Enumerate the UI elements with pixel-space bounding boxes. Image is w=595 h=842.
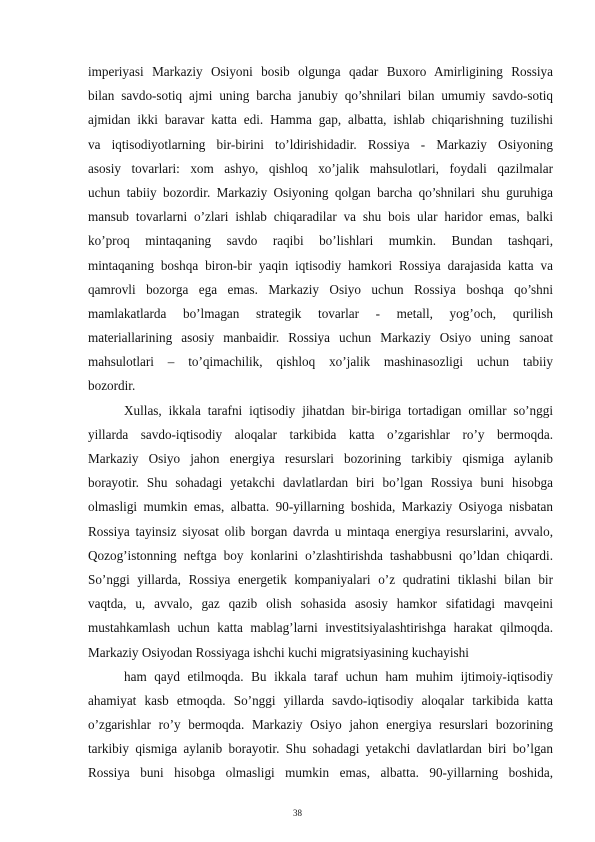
text-line: Xullas, ikkala tarafni iqtisodiy jihatdan bir-biriga tortadigan omillar so’nggi bbox=[124, 402, 553, 418]
text-line: mahsulotlari – to’qimachilik, qishloq xo’jalik mashinasozligi uchun tabiiy bbox=[88, 354, 553, 370]
text-line: So’nggi yillarda, Rossiya energetik kompaniyalari o’z qudratini tiklashi bilan bir bbox=[88, 571, 553, 587]
text-line: yillarda savdo-iqtisodiy aloqalar tarkibida katta o’zgarishlar ro’y bermoqda. bbox=[88, 426, 553, 442]
text-line: Markaziy Osiyo jahon energiya resurslari bozorining tarkibiy qismiga aylanib bbox=[88, 451, 553, 466]
text-line: mustahkamlash uchun katta mablag’larni investitsiyalashtirishga harakat qilmoqda. bbox=[88, 620, 553, 636]
text-line: qamrovli bozorga ega emas. Markaziy Osiyo uchun Rossiya boshqa qo’shni bbox=[88, 281, 553, 297]
text-line: imperiyasi Markaziy Osiyoni bosib olgunga qadar Buxoro Amirligining Rossiya bbox=[88, 64, 553, 79]
text-line: bozordir. bbox=[88, 378, 136, 394]
text-line: mamlakatlarda bo’lmagan strategik tovarlar - metall, yog’och, qurilish bbox=[88, 305, 553, 321]
text-line: va iqtisodiyotlarning bir-birini to’ldirishidadir. Rossiya - Markaziy Osiyoning bbox=[88, 136, 553, 152]
text-line: borayotir. Shu sohadagi yetakchi davlatlardan biri bo’lgan Rossiya buni hisobga bbox=[88, 475, 553, 491]
text-line: materiallarining asosiy manbaidir. Rossiya uchun Markaziy Osiyo uning sanoat bbox=[88, 330, 553, 346]
text-line: Rossiya buni hisobga olmasligi mumkin emas, albatta. 90-yillarning boshida, bbox=[88, 765, 553, 781]
text-line: ajmidan ikki baravar katta edi. Hamma gap, albatta, ishlab chiqarishning tuzilishi bbox=[88, 112, 553, 128]
text-line: Rossiya tayinsiz siyosat olib borgan davrda u mintaqa energiya resurslarini, avvalo, bbox=[88, 523, 553, 539]
text-line: uchun tabiiy bozordir. Markaziy Osiyoning qolgan barcha qo’shnilari shu guruhiga bbox=[88, 184, 553, 200]
text-line: asosiy tovarlari: xom ashyo, qishloq xo’jalik mahsulotlari, foydali qazilmalar bbox=[88, 160, 553, 176]
text-line: Markaziy Osiyodan Rossiyaga ishchi kuchi migratsiyasining kuchayishi bbox=[88, 644, 469, 660]
text-line: ham qayd etilmoqda. Bu ikkala taraf uchun ham muhim ijtimoiy-iqtisodiy bbox=[124, 668, 553, 684]
text-line: o’zgarishlar ro’y bermoqda. Markaziy Osiyo jahon energiya resurslari bozorining bbox=[88, 717, 553, 733]
text-line: Qozog’istonning neftga boy konlarini o’zlashtirishda tashabbusni qo’ldan chiqardi. bbox=[88, 547, 553, 563]
text-line: mansub tovarlarni o’zlari ishlab chiqaradilar va shu bois ular haridor emas, balki bbox=[88, 209, 553, 225]
page-number: 38 bbox=[293, 808, 302, 818]
text-line: olmasligi mumkin emas, albatta. 90-yillarning boshida, Markaziy Osiyoga nisbatan bbox=[88, 499, 553, 515]
text-line: ko’proq mintaqaning savdo raqibi bo’lishlari mumkin. Bundan tashqari, bbox=[88, 233, 553, 249]
text-line: tarkibiy qismiga aylanib borayotir. Shu sohadagi yetakchi davlatlardan biri bo’lgan bbox=[88, 741, 553, 757]
text-line: mintaqaning boshqa biron-bir yaqin iqtisodiy hamkori Rossiya darajasida katta va bbox=[88, 257, 553, 273]
text-line: ahamiyat kasb etmoqda. So’nggi yillarda savdo-iqtisodiy aloqalar tarkibida katta bbox=[88, 692, 553, 708]
text-line: vaqtda, u, avvalo, gaz qazib olish sohasida asosiy hamkor sifatidagi mavqeini bbox=[88, 596, 553, 612]
body-text bbox=[88, 60, 553, 786]
text-line: bilan savdo-sotiq ajmi uning barcha janubiy qo’shnilari bilan umumiy savdo-sotiq bbox=[88, 88, 553, 104]
